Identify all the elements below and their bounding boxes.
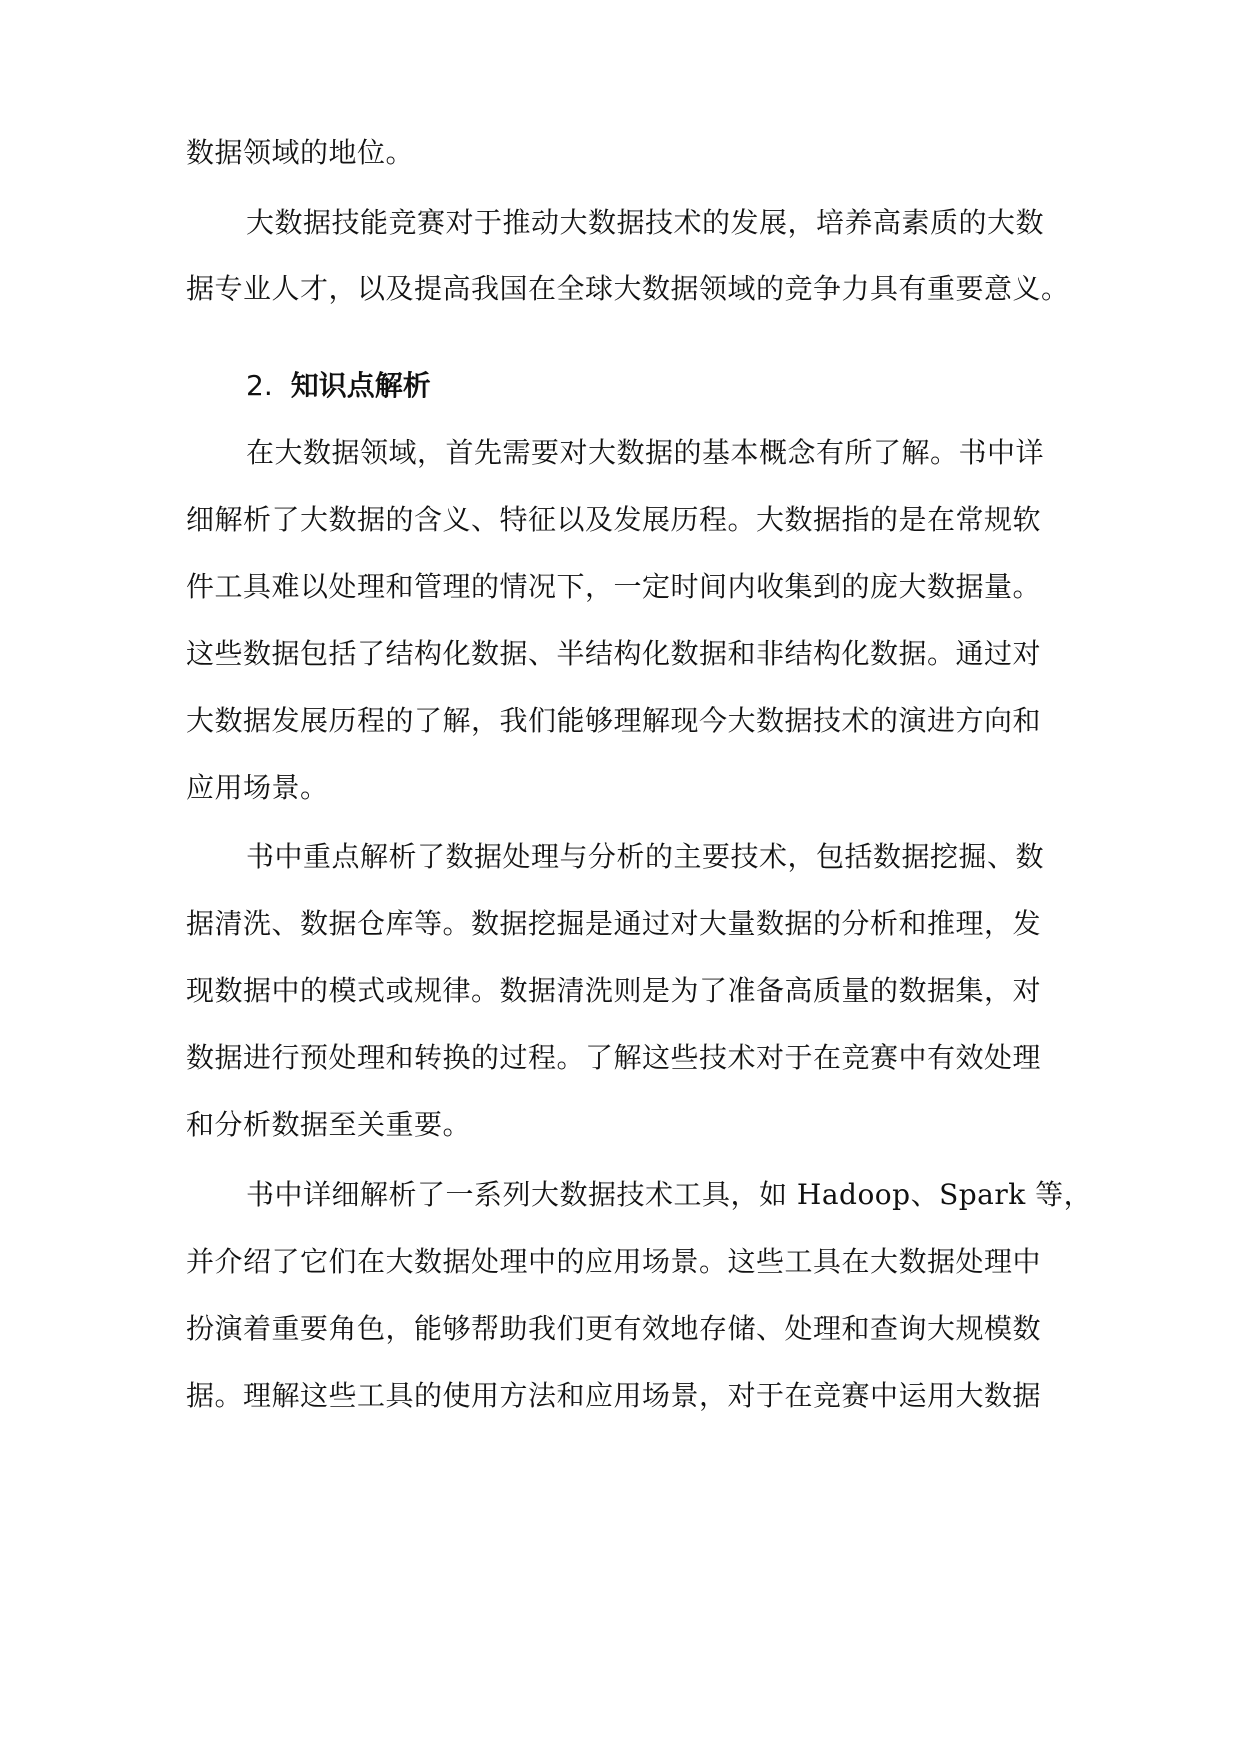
text-line: 大数据技能竞赛对于推动大数据技术的发展，培养高素质的大数 <box>246 206 1045 239</box>
text-line: 应用场景。 <box>186 771 329 804</box>
text-line: 在大数据领域，首先需要对大数据的基本概念有所了解。书中详 <box>246 436 1045 469</box>
text-line: 据专业人才，以及提高我国在全球大数据领域的竞争力具有重要意义。 <box>186 272 1070 305</box>
text-line: 据清洗、数据仓库等。数据挖掘是通过对大量数据的分析和推理，发 <box>186 907 1042 940</box>
text-line: 扮演着重要角色，能够帮助我们更有效地存储、处理和查询大规模数 <box>186 1312 1042 1345</box>
text-line: 据。理解这些工具的使用方法和应用场景，对于在竞赛中运用大数据 <box>186 1379 1042 1412</box>
text-line: 现数据中的模式或规律。数据清洗则是为了准备高质量的数据集，对 <box>186 974 1042 1007</box>
text-line: 细解析了大数据的含义、特征以及发展历程。大数据指的是在常规软 <box>186 503 1042 536</box>
text-line: 这些数据包括了结构化数据、半结构化数据和非结构化数据。通过对 <box>186 637 1042 670</box>
text-line: 书中详细解析了一系列大数据技术工具，如 Hadoop、Spark 等， <box>246 1178 1093 1211</box>
text-line: 书中重点解析了数据处理与分析的主要技术，包括数据挖掘、数 <box>246 840 1045 873</box>
section-heading <box>246 366 431 406</box>
text-line: 数据领域的地位。 <box>186 136 415 169</box>
text-line: 和分析数据至关重要。 <box>186 1108 472 1141</box>
text-line: 件工具难以处理和管理的情况下，一定时间内收集到的庞大数据量。 <box>186 570 1042 603</box>
text-line: 数据进行预处理和转换的过程。了解这些技术对于在竞赛中有效处理 <box>186 1041 1042 1074</box>
text-line: 大数据发展历程的了解，我们能够理解现今大数据技术的演进方向和 <box>186 704 1042 737</box>
text-line: 并介绍了它们在大数据处理中的应用场景。这些工具在大数据处理中 <box>186 1245 1042 1278</box>
section-number: 2. <box>246 369 273 402</box>
section-title: 知识点解析 <box>290 369 431 402</box>
